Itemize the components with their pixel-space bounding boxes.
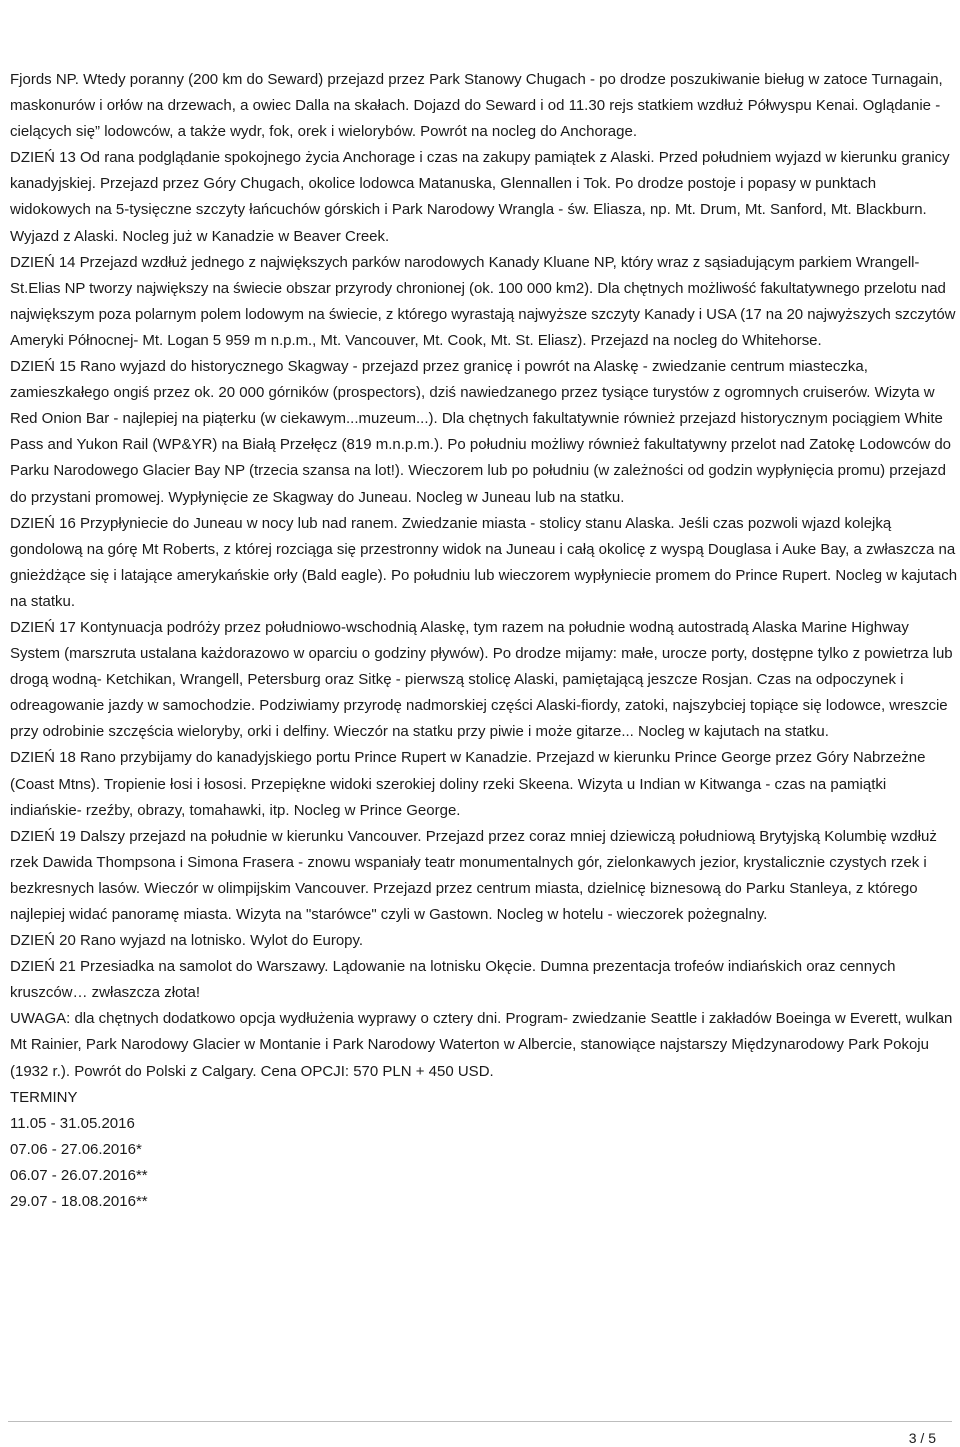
paragraph-day-19: DZIEŃ 19 Dalszy przejazd na południe w kierunku Vancouver. Przejazd przez coraz mniej dziewiczą południową Brytyjską Kolumbię wzdłuż rzek Dawida Thompsona i Simona Frasera - znowu wspaniały teatr monumentalnych gór, zielonkawych jezior, krystalicznie czystych rzek i bezkresnych lasów. Wieczór w olimpijskim Vancouver. Przejazd przez centrum miasta, dzielnicę biznesową do Parku Stanleya, z którego najlepiej widać panoramę miasta. Wizyta na "starówce" czyli w Gastown. Nocleg w hotelu - wieczorek pożegnalny. <box>10 827 937 923</box>
footer-divider <box>8 1421 952 1422</box>
date-range-item: 07.06 - 27.06.2016* <box>10 1140 142 1158</box>
paragraph-day-17: DZIEŃ 17 Kontynuacja podróży przez południowo-wschodnią Alaskę, tym razem na południe wodną autostradą Alaska Marine Highway System (marszruta ustalana każdorazowo w oparciu o godziny pływów). Po drodze mijamy: małe, urocze porty, dostępne tylko z powietrza lub drogą wodną- Ketchikan, Wrangell, Petersburg oraz Sitkę - pierwszą stolicę Alaski, pamiętającą jeszcze Rosjan. Czas na odpoczynek i odreagowanie jazdy w samochodzie. Podziwiamy przyrodę nadmorskiej części Alaski-fiordy, zatoki, najszybciej topiące się lodowce, wreszcie przy odrobinie szczęścia wieloryby, orki i delfiny. Wieczór na statku przy piwie i może gitarze... Nocleg w kajutach na statku. <box>10 618 953 741</box>
paragraph-day-20: DZIEŃ 20 Rano wyjazd na lotnisko. Wylot do Europy. <box>10 932 364 950</box>
paragraph-day-18: DZIEŃ 18 Rano przybijamy do kanadyjskiego portu Prince Rupert w Kanadzie. Przejazd w kierunku Prince George przez Góry Nabrzeżne (Coast Mtns). Tropienie łosi i łososi. Przepiękne widoki szerokiej doliny rzeki Skeena. Wizyta u Indian w Kitwanga - czas na pamiątki indiańskie- rzeźby, obrazy, tomahawki, itp. Nocleg w Prince George. <box>10 749 926 819</box>
paragraph-day-16: DZIEŃ 16 Przypłyniecie do Juneau w nocy lub nad ranem. Zwiedzanie miasta - stolicy stanu Alaska. Jeśli czas pozwoli wjazd kolejką gondolową na górę Mt Roberts, z której rozciąga się przestronny widok na Juneau i całą okolicę z wyspą Douglasa i Auke Bay, a zwłaszcza na gnieżdżące się i latające amerykańskie orły (Bald eagle). Po południu lub wieczorem wypłyniecie promem do Prince Rupert. Nocleg w kajutach na statku. <box>10 514 958 610</box>
paragraph-note: UWAGA: dla chętnych dodatkowo opcja wydłużenia wyprawy o cztery dni. Program- zwiedzanie Seattle i zakładów Boeinga w Everett, wulkan Mt Rainier, Park Narodowy Glacier w Montanie i Park Narodowy Waterton w Albercie, stanowiące najstarszy Międzynarodowy Park Pokoju (1932 r.). Powrót do Polski z Calgary. Cena OPCJI: 570 PLN + 450 USD. <box>10 1010 953 1080</box>
paragraph-day-13: DZIEŃ 13 Od rana podglądanie spokojnego życia Anchorage i czas na zakupy pamiątek z Alaski. Przed południem wyjazd w kierunku granicy kanadyjskiej. Przejazd przez Góry Chugach, okolice lodowca Matanuska, Glennallen i Tok. Po drodze postoje i popasy w punktach widokowych na 5-tysięczne szczyty łańcuchów górskich i Park Narodowy Wrangla - św. Eliasza, np. Mt. Drum, Mt. Sanford, Mt. Blackburn. Wyjazd z Alaski. Nocleg już w Kanadzie w Beaver Creek. <box>10 149 950 245</box>
document-body <box>10 67 958 1215</box>
paragraph-day-14: DZIEŃ 14 Przejazd wzdłuż jednego z największych parków narodowych Kanady Kluane NP, który wraz z sąsiadującym parkiem Wrangell-St.Elias NP tworzy największy na świecie obszar przyrody chronionej (ok. 100 000 km2). Dla chętnych możliwość fakultatywnego przelotu nad największym poza polarnym polem lodowym na świecie, z którego wyrastają najwyższe szczyty Kanady i USA (17 na 20 najwyższych szczytów Ameryki Północnej- Mt. Logan 5 959 m n.p.m., Mt. Vancouver, Mt. Cook, Mt. St. Eliasz). Przejazd na nocleg do Whitehorse. <box>10 253 956 349</box>
dates-heading: TERMINY <box>10 1088 78 1106</box>
date-range-item: 29.07 - 18.08.2016** <box>10 1193 148 1211</box>
page-number: 3 / 5 <box>908 1430 936 1446</box>
paragraph-day-15: DZIEŃ 15 Rano wyjazd do historycznego Skagway - przejazd przez granicę i powrót na Alaskę - zwiedzanie centrum miasteczka, zamieszkałego ongiś przez ok. 20 000 górników (prospectors), dziś nawiedzanego przez tysiące turystów z ogromnych cruiserów. Wizyta w Red Onion Bar - najlepiej na piąterku (w ciekawym...muzeum...). Dla chętnych fakultatywnie również przejazd historycznym pociągiem White Pass and Yukon Rail (WP&YR) na Białą Przełęcz (819 m.n.p.m.). Po południu możliwy również fakultatywny przelot nad Zatokę Lodowców do Parku Narodowego Glacier Bay NP (trzecia szansa na lot!). Wieczorem lub po południu (w zależności od godzin wypłynięcia promu) przejazd do przystani promowej. Wypłynięcie ze Skagway do Juneau. Nocleg w Juneau lub na statku. <box>10 358 952 506</box>
paragraph-day-21: DZIEŃ 21 Przesiadka na samolot do Warszawy. Lądowanie na lotnisku Okęcie. Dumna prezentacja trofeów indiańskich oraz cennych kruszców… zwłaszcza złota! <box>10 958 896 1002</box>
date-range-item: 11.05 - 31.05.2016 <box>10 1114 135 1132</box>
date-range-item: 06.07 - 26.07.2016** <box>10 1166 148 1184</box>
paragraph-intro: Fjords NP. Wtedy poranny (200 km do Seward) przejazd przez Park Stanowy Chugach - po drodze poszukiwanie bieług w zatoce Turnagain, maskonurów i orłów na drzewach, a owiec Dalla na skałach. Dojazd do Seward i od 11.30 rejs statkiem wzdłuż Półwyspu Kenai. Oglądanie -cielących się” lodowców, a także wydr, fok, orek i wielorybów. Powrót na nocleg do Anchorage. <box>10 71 943 141</box>
